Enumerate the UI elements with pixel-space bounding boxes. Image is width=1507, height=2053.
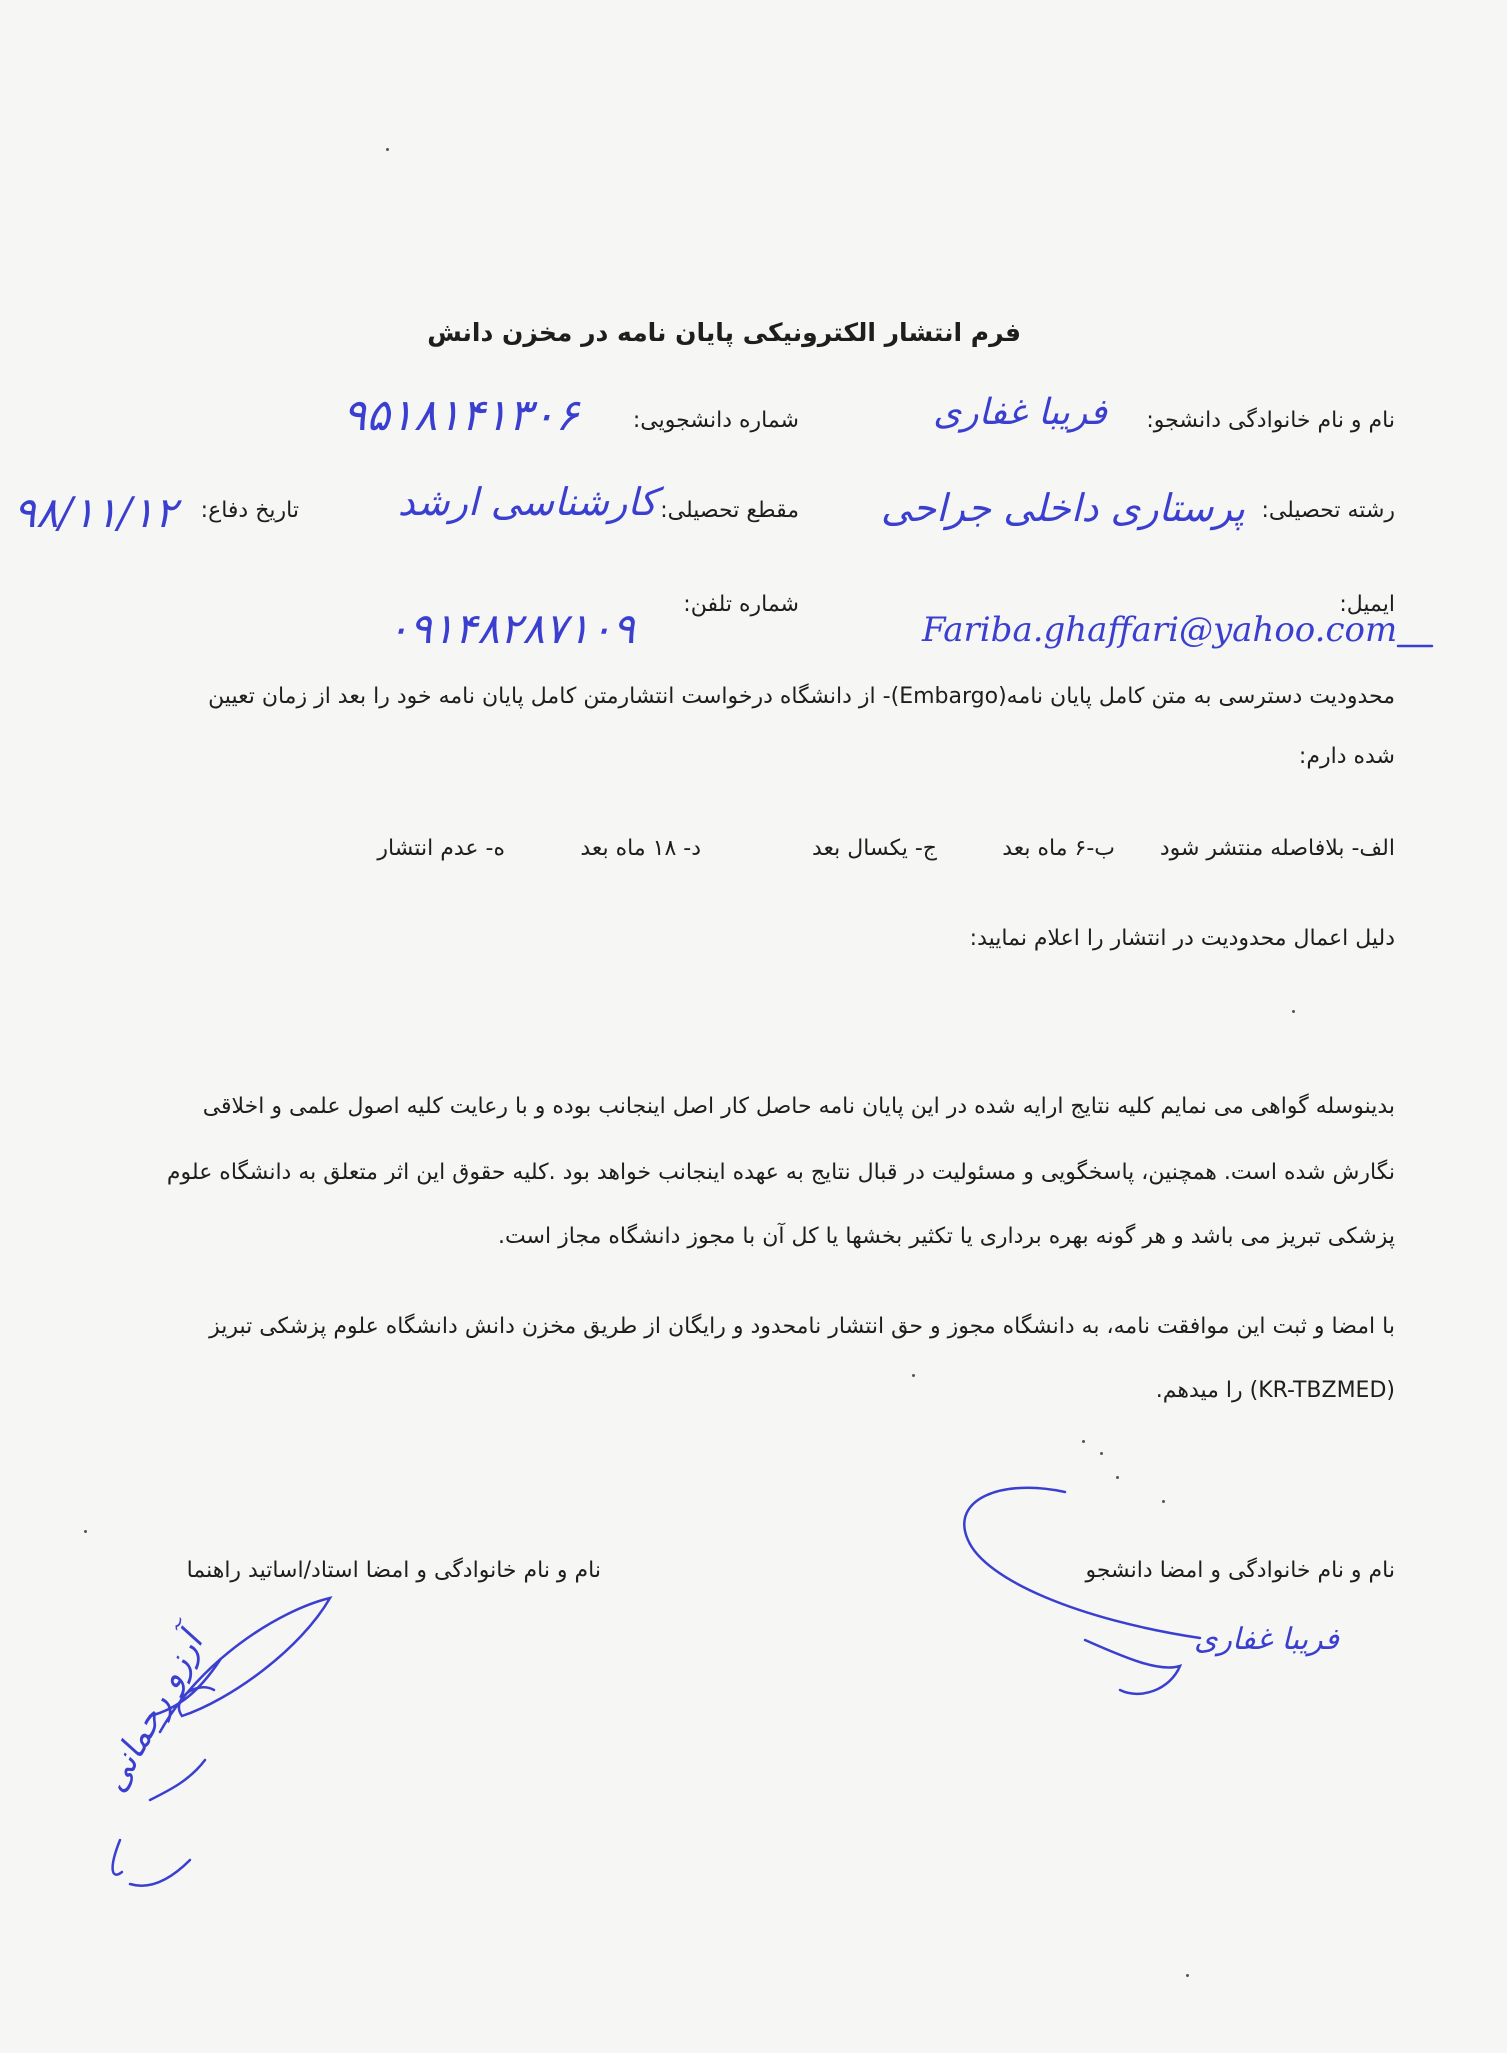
embargo-text-line2: شده دارم: [1298,744,1395,769]
scan-dot [84,1530,87,1533]
email-label: ایمیل: [1339,592,1395,617]
embargo-text-line1: محدودیت دسترسی به متن کامل پایان نامه(Embargo)- از دانشگاه درخواست انتشارمتن کامل پایان نامه خود را بعد از زمان تعیین [208,684,1395,709]
embargo-option-a: الف- بلافاصله منتشر شود [1159,836,1395,861]
student-name-label: نام و نام خانوادگی دانشجو: [1146,408,1395,433]
declaration-line2: نگارش شده است. همچنین، پاسخگویی و مسئولیت در قبال نتایج به عهده اینجانب خواهد بود .کلیه حقوق این اثر متعلق به دانشگاه علوم [166,1160,1395,1185]
student-signature-label: نام و نام خانوادگی و امضا دانشجو [1085,1558,1395,1583]
embargo-option-b: ب-۶ ماه بعد [1002,836,1115,861]
email-value: Fariba.ghaffari@yahoo.com [922,610,1398,650]
degree-label: مقطع تحصیلی: [660,498,799,523]
supervisor-signature-label: نام و نام خانوادگی و امضا استاد/اساتید راهنما [186,1558,601,1583]
license-line2: (KR-TBZMED) را میدهم. [1155,1378,1395,1403]
embargo-reason-label: دلیل اعمال محدودیت در انتشار را اعلام نمایید: [969,926,1395,951]
student-name-value: فریبا غفاری [933,392,1107,433]
major-value: پرستاری داخلی جراحی [880,486,1245,530]
defense-date-label: تاریخ دفاع: [200,498,299,523]
student-signature-stroke [964,1488,1200,1638]
declaration-line1: بدینوسله گواهی می نمایم کلیه نتایج ارایه شده در این پایان نامه حاصل کار اصل اینجانب بوده و با رعایت کلیه اصول علمی و اخلاقی [202,1094,1395,1119]
license-line1: با امضا و ثبت این موافقت نامه، به دانشگاه مجوز و حق انتشار نامحدود و رایگان از طریق مخزن دانش دانشگاه علوم پزشکی تبریز [209,1314,1395,1339]
phone-label: شماره تلفن: [683,592,799,617]
declaration-line3: پزشکی تبریز می باشد و هر گونه بهره برداری یا تکثیر بخشها یا کل آن با مجوز دانشگاه مجاز است. [497,1224,1395,1249]
scan-dot [912,1374,915,1377]
scan-dot [1100,1452,1103,1455]
scan-dot [1116,1476,1119,1479]
student-signature-name: فریبا غفاری [1194,1622,1339,1657]
supervisor-signature-stroke [160,1598,330,1732]
scan-dot [1186,1974,1189,1977]
scan-dot [1082,1440,1085,1443]
scan-dot [386,148,389,151]
phone-value: ۰۹۱۴۸۲۸۷۱۰۹ [386,604,635,653]
form-title: فرم انتشار الکترونیکی پایان نامه در مخزن دانش [427,318,1021,347]
student-id-value: ۹۵۱۸۱۴۱۳۰۶ [342,390,579,441]
scan-dot [1292,1010,1295,1013]
supervisor-signature-name: آرزو رحمانی [94,1625,212,1799]
degree-value: کارشناسی ارشد [397,480,657,524]
student-id-label: شماره دانشجویی: [632,408,799,433]
defense-date-value: ۹۸/۱۱/۱۲ [13,488,177,537]
embargo-option-e: ه- عدم انتشار [377,836,505,861]
embargo-option-d: د- ۱۸ ماه بعد [580,836,701,861]
embargo-option-c: ج- یکسال بعد [812,836,937,861]
major-label: رشته تحصیلی: [1261,498,1395,523]
scan-dot [1162,1500,1165,1503]
